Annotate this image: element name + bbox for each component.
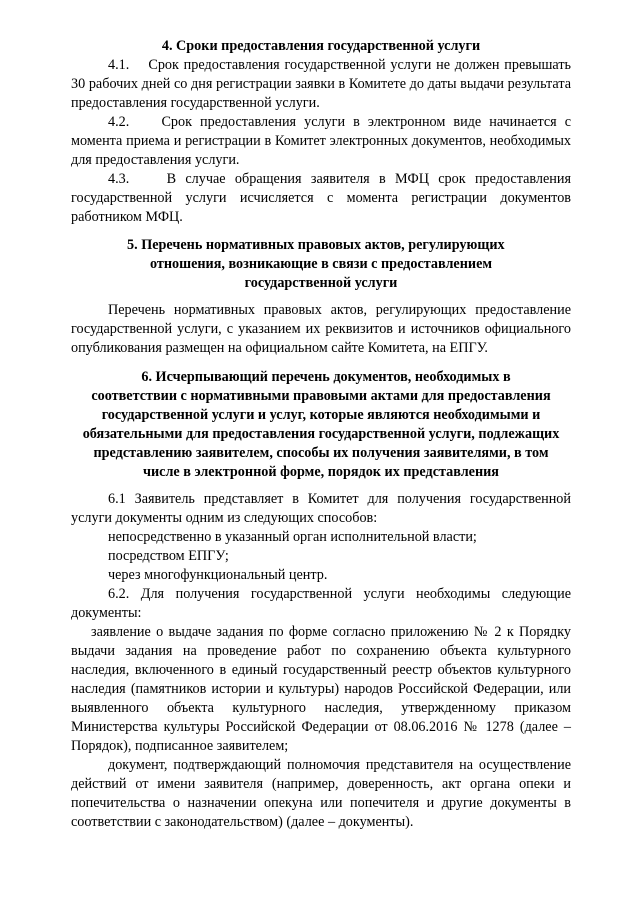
section-6-heading-line: представлению заявителем, способы их получения заявителями, в том: [93, 445, 549, 461]
section-5-heading-line: 5. Перечень нормативных правовых актов, регулирующих: [127, 237, 505, 253]
submission-way-item: через многофункциональный центр.: [108, 567, 328, 583]
section-6-heading-line: обязательными для предоставления государственной услуги, подлежащих: [82, 426, 560, 442]
section-5-heading: [71, 236, 571, 293]
submission-way-item: посредством ЕПГУ;: [108, 548, 229, 564]
paragraph-4-2: 4.2. Срок предоставления услуги в электронном виде начинается с момента приема и регистрации в Комитет электронных документов, необходимых для предоставления услуги.: [71, 114, 571, 168]
section-6-heading-line: числе в электронной форме, порядок их представления: [142, 464, 499, 480]
section-6-heading-line: соответствии с нормативными правовыми актами для предоставления: [91, 388, 551, 404]
section-4-heading: 4. Сроки предоставления государственной услуги: [161, 38, 481, 54]
submission-way-item: непосредственно в указанный орган исполнительной власти;: [108, 529, 477, 545]
required-document-authority: документ, подтверждающий полномочия представителя на осуществление действий от имени заявителя (например, доверенность, акт органа опеки и попечительства о назначении опекуна или попечителя и другие документы в соответствии с законодательством) (далее – документы).: [71, 757, 571, 830]
paragraph-4-3: 4.3. В случае обращения заявителя в МФЦ срок предоставления государственной услуги исчисляется с момента регистрации документов работником МФЦ.: [71, 171, 571, 225]
section-5-heading-line: государственной услуги: [244, 275, 398, 291]
paragraph-5: Перечень нормативных правовых актов, регулирующих предоставление государственной услуги, с указанием их реквизитов и источников официального опубликования размещен на официальном сайте Комитета, на ЕПГУ.: [71, 302, 571, 356]
section-6-heading-line: 6. Исчерпывающий перечень документов, необходимых в: [141, 369, 511, 385]
section-6-heading: [71, 368, 571, 482]
required-document-application: заявление о выдаче задания по форме согласно приложению № 2 к Порядку выдачи задания на проведение работ по сохранению объекта культурного наследия, включенного в единый государственный реестр объектов культурного наследия (памятников истории и культуры) народов Российской Федерации, или выявленного объекта культурного наследия, утвержденному приказом Министерства культуры Российской Федерации от 08.06.2016 № 1278 (далее – Порядок), подписанное заявителем;: [71, 624, 571, 754]
paragraph-6-2: 6.2. Для получения государственной услуги необходимы следующие документы:: [71, 586, 571, 621]
paragraph-6-1: 6.1 Заявитель представляет в Комитет для получения государственной услуги документы одним из следующих способов:: [71, 491, 571, 526]
section-6-heading-line: государственной услуги и услуг, которые являются необходимыми и: [101, 407, 541, 423]
section-5-heading-line: отношения, возникающие в связи с предоставлением: [149, 256, 493, 272]
paragraph-4-1: 4.1. Срок предоставления государственной услуги не должен превышать 30 рабочих дней со дня регистрации заявки в Комитете до даты выдачи результата предоставления государственной услуги.: [71, 57, 571, 111]
